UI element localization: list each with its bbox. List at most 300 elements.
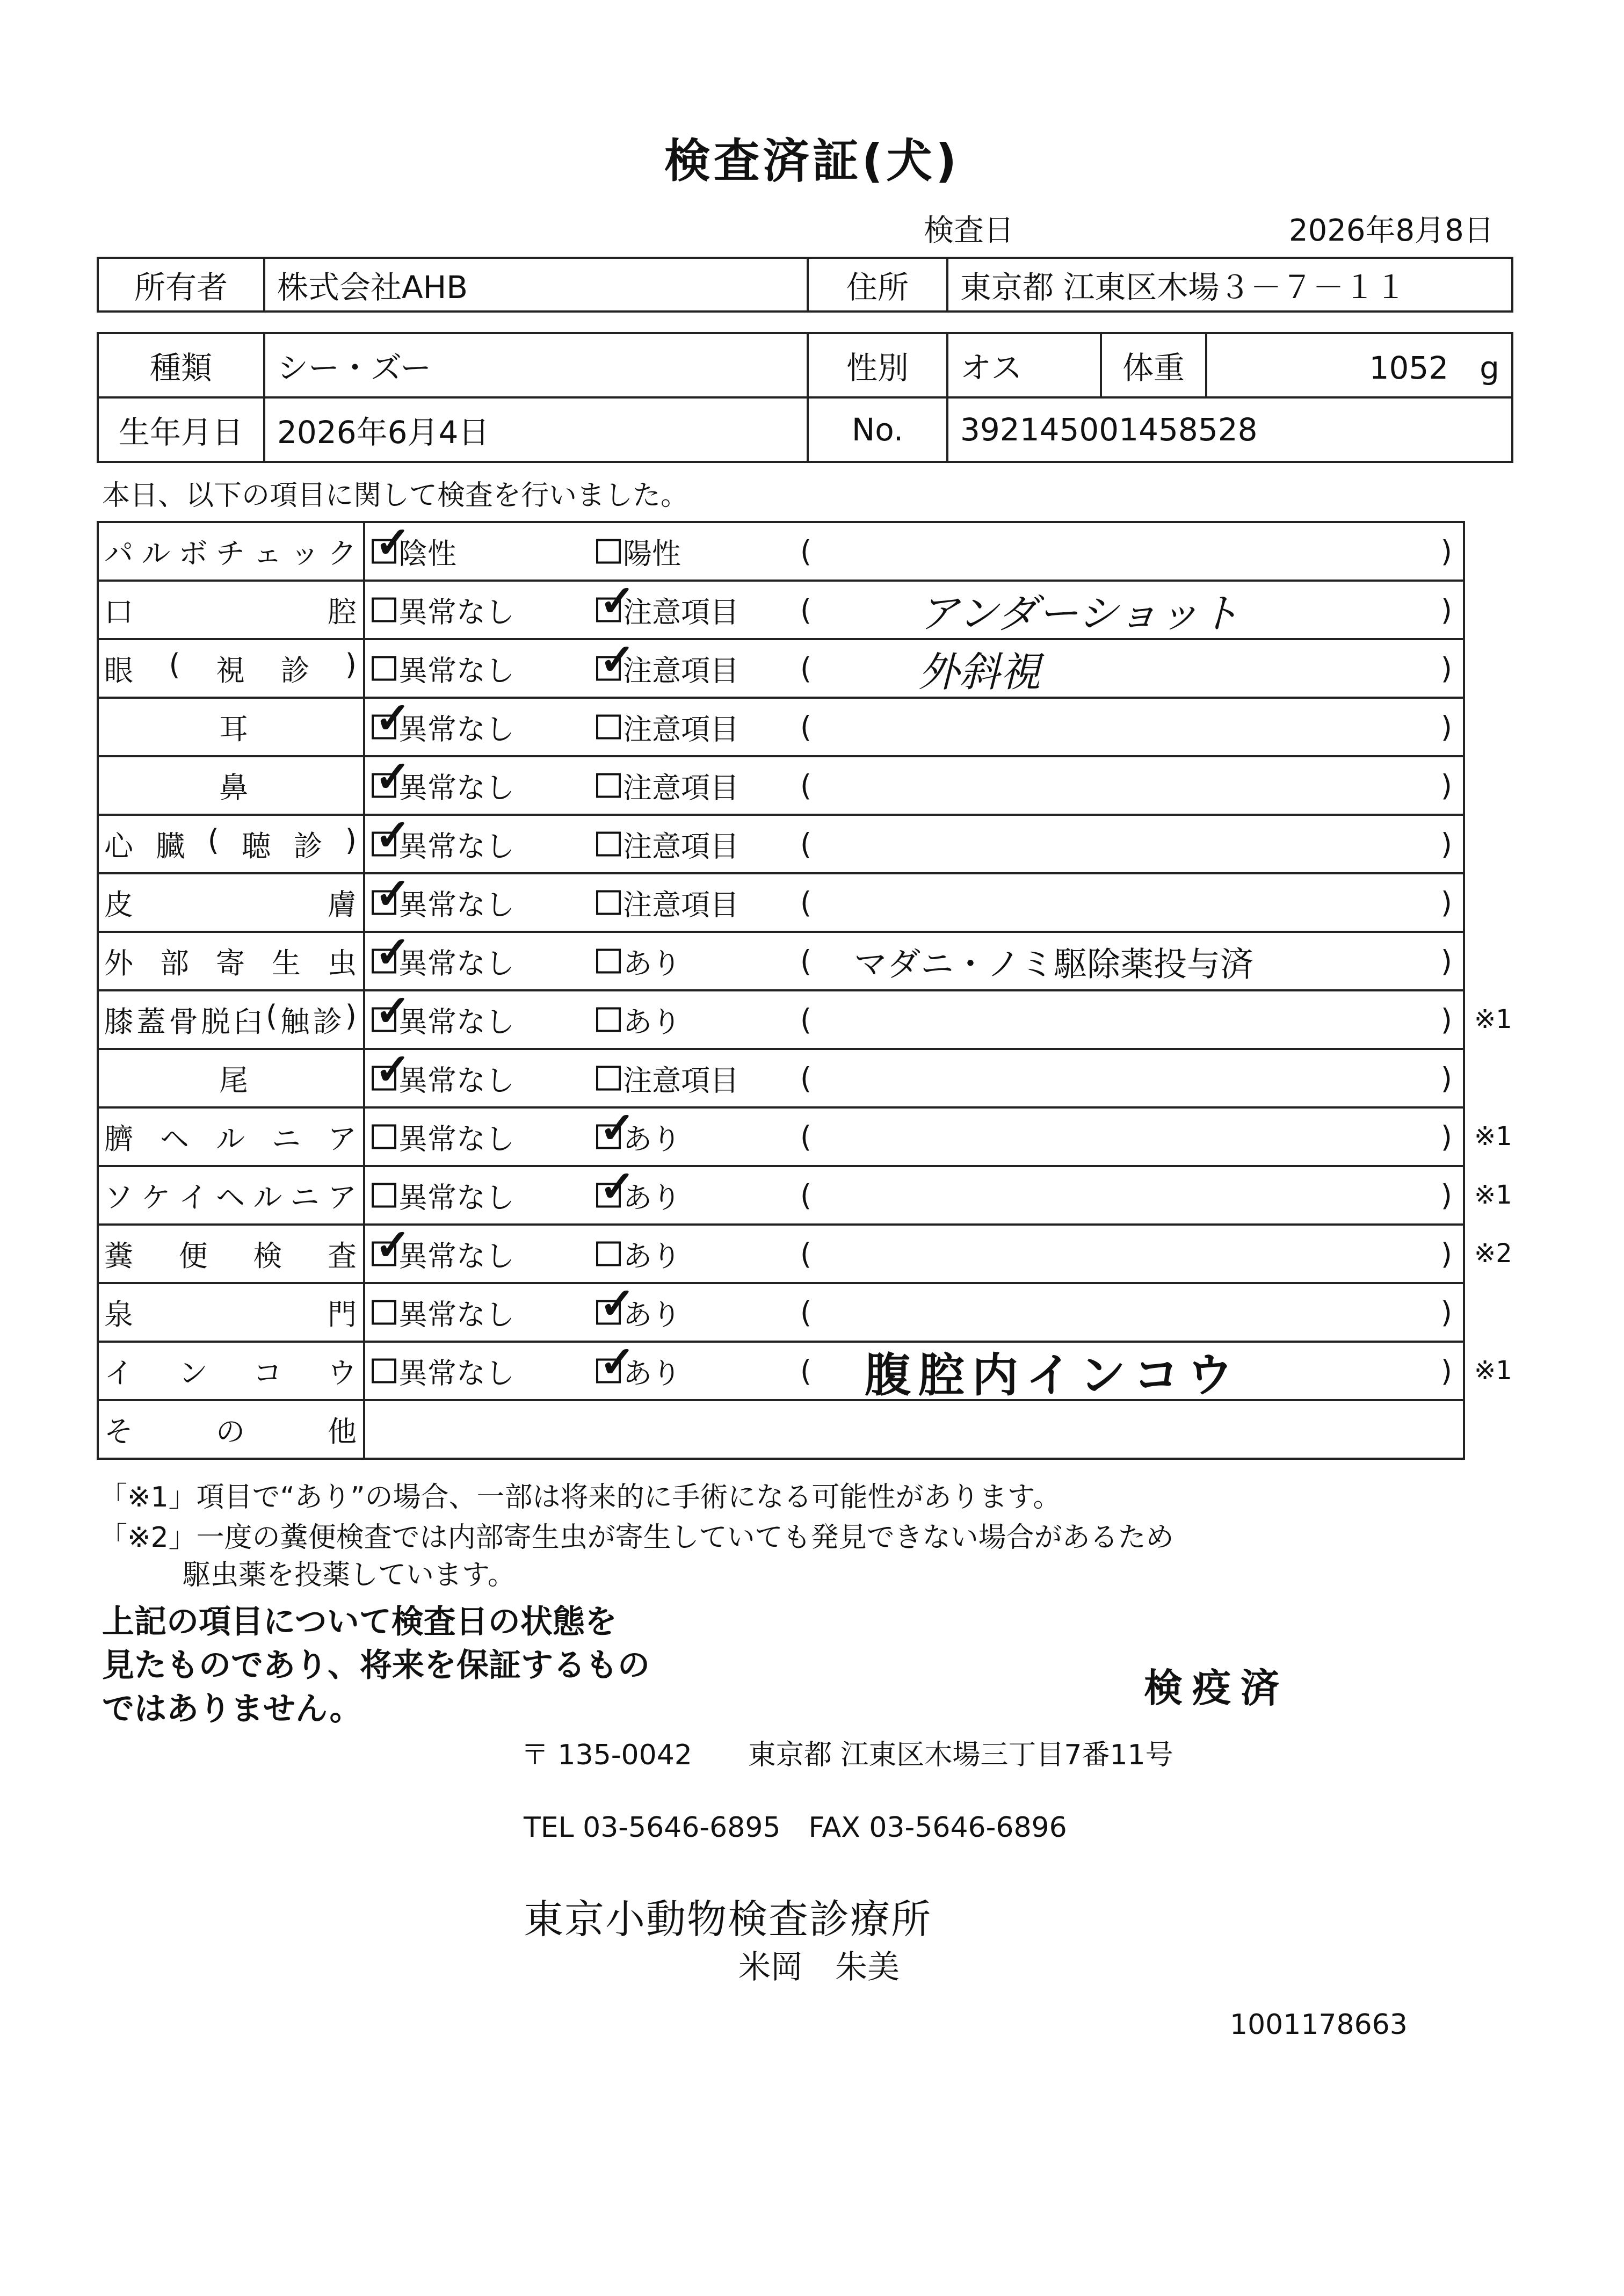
open-paren: ( [800,827,812,861]
option-2[interactable] [596,581,739,631]
row-label-char: 膚 [328,888,357,922]
row-label-char: パ [104,537,133,570]
birth-label: 生年月日 [98,397,264,462]
row-label-char: 聴 [242,829,271,863]
row-label-char: 診 [313,1005,342,1039]
row-options [364,1049,1464,1107]
checkbox[interactable] [596,1008,621,1032]
document-number: 1001178663 [1230,2009,1408,2041]
close-paren: ) [1440,651,1452,685]
inspection-date-label: 検査日 [924,213,1014,248]
row-label-char: ボ [178,537,208,570]
option-1[interactable] [372,815,514,865]
row-label [98,1049,364,1107]
option-1[interactable] [372,1049,514,1099]
row-options [364,1166,1464,1225]
checkbox[interactable] [372,598,396,622]
checkbox[interactable] [596,715,621,740]
row-note: マダニ・ノミ駆除薬投与済 [854,944,1254,983]
weight-value: 1052 g [1206,333,1512,397]
option-2-label: 陽性 [623,537,681,570]
open-paren: ( [800,1295,812,1329]
row-label-char: 腔 [328,595,357,629]
row-label [98,639,364,698]
row-label-text [104,882,363,923]
row-options [364,1225,1464,1283]
option-1[interactable] [372,756,514,806]
row-label-char: 心 [104,829,133,863]
row-label-char: ニ [272,1122,301,1156]
checkbox[interactable] [372,656,396,681]
checkbox[interactable] [372,698,411,743]
address-value: 東京都 江東区木場３－７－１１ [947,258,1512,312]
row-label-char: 部 [160,946,189,980]
close-paren: ) [1440,1295,1452,1329]
row-label-char: 査 [327,1239,357,1273]
open-paren: ( [800,886,812,919]
option-2-label: あり [623,1239,681,1273]
option-1[interactable] [372,1350,514,1392]
open-paren: ( [800,944,812,978]
row-label [98,932,364,990]
row-label-text [104,589,363,631]
row-label-text [104,531,363,572]
row-label-text [104,1350,363,1392]
row-label-char: ニ [290,1180,320,1214]
row-label-char: 虫 [328,946,357,980]
intro-text: 本日、以下の項目に関して検査を行いました。 [102,480,689,512]
option-1-label: 陰性 [398,537,456,570]
row-note: アンダーショット [918,589,1240,637]
row-label-text [104,1292,363,1333]
checklist-row [98,1283,1464,1342]
checkmark-icon: ✓ [599,1283,636,1329]
document-title: 検査済証(犬) [664,134,960,188]
checkbox[interactable] [372,756,411,802]
close-paren: ) [1440,534,1452,568]
row-label [98,990,364,1049]
row-label-char: 泉 [104,1298,133,1331]
row-label-char: ) [345,823,357,857]
row-note: 外斜視 [918,648,1041,696]
checklist-row [98,873,1464,932]
option-2-label: 注意項目 [623,829,739,863]
row-label-char: ッ [290,537,320,570]
row-label-char: ( [266,999,278,1033]
option-2[interactable] [596,1342,681,1392]
checkmark-icon: ✓ [375,1225,411,1270]
close-paren: ) [1440,1237,1452,1271]
row-label [98,1225,364,1283]
row-label-text [104,999,363,1040]
option-2-label: あり [623,1356,681,1390]
row-label-char: 耳 [219,712,248,746]
close-paren: ) [1440,944,1452,978]
open-paren: ( [800,769,812,802]
open-paren: ( [800,1178,812,1212]
option-1-label: 異常なし [398,595,514,629]
disclaimer [102,1600,650,1731]
row-label-text [104,706,363,748]
option-1[interactable] [372,698,514,748]
open-paren: ( [800,651,812,685]
open-paren: ( [800,1354,812,1388]
checkmark-icon: ✓ [375,815,411,860]
option-2[interactable] [596,882,739,923]
checkbox[interactable] [596,890,621,915]
row-label-char: ( [207,823,219,857]
row-label [98,1107,364,1166]
checkbox[interactable] [372,990,411,1036]
option-1-label: 異常なし [398,829,514,863]
option-2-label: 注意項目 [623,654,739,687]
checkbox[interactable] [372,1125,396,1149]
row-label-char: 蓋 [136,1005,166,1039]
option-1-label: 異常なし [398,712,514,746]
option-1[interactable] [372,1292,514,1333]
row-options [364,756,1464,815]
option-1-label: 異常なし [398,1239,514,1273]
row-label-char: 臼 [233,1005,263,1039]
footnote-mark: ※1 [1474,1180,1512,1210]
checkmark-icon: ✓ [375,990,411,1036]
row-note: 腹腔内インコウ [865,1348,1241,1400]
other-value[interactable] [364,1400,1464,1459]
row-label-char: 診 [280,654,310,687]
checkbox[interactable] [596,832,621,857]
option-2-label: あり [623,946,681,980]
close-paren: ) [1440,769,1452,802]
option-2[interactable] [596,999,681,1040]
checkbox[interactable] [372,522,411,568]
row-label-char: イ [178,1180,208,1214]
option-1-label: 異常なし [398,946,514,980]
row-label-char: ケ [141,1180,171,1214]
pet-table [97,332,1513,463]
close-paren: ) [1440,827,1452,861]
row-label [98,1166,364,1225]
checklist-row [98,698,1464,756]
option-2[interactable] [596,765,739,806]
number-value: 392145001458528 [947,397,1512,462]
option-1-label: 異常なし [398,1356,514,1390]
footnote-1: 「※1」項目で“あり”の場合、一部は将来的に手術になる可能性があります。 [99,1481,1061,1513]
row-label-char: 門 [328,1298,357,1331]
row-options [364,581,1464,639]
option-1-label: 異常なし [398,1298,514,1331]
row-label-text [104,1116,363,1157]
open-paren: ( [800,534,812,568]
checklist-row [98,1166,1464,1225]
row-label-char: ヘ [160,1122,189,1156]
option-1[interactable] [372,589,514,631]
row-label-char: ア [327,1180,357,1214]
checkbox[interactable] [372,932,411,977]
row-label-text [104,1233,363,1274]
checkbox[interactable] [596,539,621,564]
checkmark-icon: ✓ [599,1166,636,1212]
option-2-label: あり [623,1122,681,1156]
checkmark-icon: ✓ [599,1342,636,1387]
option-2-label: あり [623,1005,681,1039]
row-label-char: ヘ [215,1180,245,1214]
quarantine-stamp: 検疫済 [1144,1665,1289,1711]
open-paren: ( [800,1120,812,1154]
checkmark-icon: ✓ [375,873,411,919]
checkmark-icon: ✓ [375,756,411,802]
sex-label: 性別 [808,333,947,397]
checklist-row [98,932,1464,990]
row-options [364,932,1464,990]
row-label-char: ン [178,1356,208,1390]
option-1[interactable] [372,1175,514,1216]
close-paren: ) [1440,593,1452,627]
row-label-text [104,1175,363,1216]
open-paren: ( [800,1061,812,1095]
checklist-row-other [98,1400,1464,1459]
checkbox[interactable] [596,1066,621,1091]
row-options [364,873,1464,932]
row-label-char: 皮 [104,888,133,922]
close-paren: ) [1440,1354,1452,1388]
row-label-char: ウ [327,1356,357,1390]
checkbox[interactable] [596,1283,636,1329]
option-1-label: 異常なし [398,888,514,922]
row-label-char: ) [345,648,357,682]
address-label: 住所 [808,258,947,312]
row-label-text [104,940,363,982]
option-1-label: 異常なし [398,1180,514,1214]
row-label-char: ソ [104,1180,133,1214]
row-label-char: ク [327,537,357,570]
row-label-char: そ [104,1415,133,1448]
close-paren: ) [1440,1003,1452,1037]
option-2-label: あり [623,1298,681,1331]
row-options [364,990,1464,1049]
option-1-label: 異常なし [398,771,514,805]
row-label-char: 脱 [201,1005,230,1039]
owner-value: 株式会社AHB [264,258,808,312]
checklist-row [98,815,1464,873]
row-label-char: 診 [293,829,323,863]
doctor-name: 米岡 朱美 [738,1949,900,1986]
checkmark-icon: ✓ [599,581,636,626]
checklist-row [98,581,1464,639]
option-1[interactable] [372,522,456,572]
row-label-char: 膝 [104,1005,133,1039]
checkbox[interactable] [596,773,621,798]
row-label-char: 眼 [104,654,133,687]
disclaimer-line: 見たものであり、将来を保証するもの [102,1647,650,1684]
row-label-char: 糞 [104,1239,133,1273]
row-label [98,756,364,815]
checklist-row [98,639,1464,698]
row-label-char: ) [345,999,357,1033]
row-options [364,1283,1464,1342]
row-label-char: 他 [328,1415,357,1448]
option-1[interactable] [372,990,514,1040]
row-label-char: 口 [104,595,133,629]
option-1[interactable] [372,648,514,689]
row-label-text [104,1058,363,1099]
row-options [364,1107,1464,1166]
disclaimer-line: 上記の項目について検査日の状態を [102,1603,617,1641]
row-label-char: 生 [272,946,301,980]
checkmark-icon: ✓ [375,522,411,568]
row-label [98,815,364,873]
row-label-char: チ [215,537,245,570]
number-label: No. [808,397,947,462]
row-label-char: コ [253,1356,282,1390]
owner-table [97,257,1513,313]
row-label [98,873,364,932]
clinic-name: 東京小動物検査診療所 [524,1896,932,1943]
row-options [364,1342,1464,1400]
row-label-char: ( [169,648,180,682]
option-2-label: 注意項目 [623,1063,739,1097]
option-1[interactable] [372,1116,514,1157]
checkmark-icon: ✓ [375,1049,411,1095]
checkbox[interactable] [596,581,636,626]
checklist-row [98,1342,1464,1400]
option-2[interactable] [596,1166,681,1216]
footnote-2: 「※2」一度の糞便検査では内部寄生虫が寄生していても発見できない場合があるため [99,1522,1174,1554]
checkbox[interactable] [372,1225,411,1270]
row-label-char: 検 [253,1239,282,1273]
close-paren: ) [1440,710,1452,744]
checkbox[interactable] [596,949,621,974]
row-label-char: ル [141,537,171,570]
option-2[interactable] [596,706,739,748]
checklist-row [98,1107,1464,1166]
row-label-char: ェ [253,537,282,570]
row-label-char: イ [104,1356,133,1390]
option-2[interactable] [596,639,739,689]
row-label-char: の [216,1415,245,1448]
row-label-char: 臓 [156,829,185,863]
checkbox[interactable] [596,639,636,685]
checkbox[interactable] [372,1359,396,1384]
option-2[interactable] [596,1233,681,1274]
row-label-char: 尾 [219,1063,248,1097]
row-label [98,1283,364,1342]
row-label-char: 寄 [216,946,245,980]
footnote-mark: ※1 [1474,1121,1512,1151]
row-label-char: 鼻 [219,771,248,805]
checkbox[interactable] [372,815,411,860]
row-label-char: 骨 [169,1005,198,1039]
option-1[interactable] [372,873,514,923]
checkbox[interactable] [372,1049,411,1095]
checklist-row [98,756,1464,815]
checkbox[interactable] [596,1166,636,1212]
owner-label: 所有者 [98,258,264,312]
checklist-row [98,990,1464,1049]
row-options [364,639,1464,698]
breed-label: 種類 [98,333,264,397]
close-paren: ) [1440,1178,1452,1212]
weight-label: 体重 [1101,333,1206,397]
option-2-label: 注意項目 [623,888,739,922]
row-label [98,581,364,639]
row-label-char: 視 [215,654,245,687]
row-options [364,815,1464,873]
checkmark-icon: ✓ [375,698,411,743]
open-paren: ( [800,710,812,744]
footnote-mark: ※1 [1474,1004,1512,1034]
open-paren: ( [800,1003,812,1037]
row-label-char: 便 [178,1239,208,1273]
option-1-label: 異常なし [398,1005,514,1039]
option-2[interactable] [596,1283,681,1333]
row-options [364,522,1464,581]
row-label-text [104,823,363,865]
open-paren: ( [800,1237,812,1271]
exam-checklist [97,521,1465,1460]
option-2[interactable] [596,1058,739,1099]
breed-value: シー・ズー [264,333,808,397]
row-label-char: 外 [104,946,133,980]
row-label [98,1342,364,1400]
option-2-label: 注意項目 [623,595,739,629]
option-2[interactable] [596,531,681,572]
checkbox[interactable] [596,1107,636,1153]
option-1-label: 異常なし [398,1063,514,1097]
birth-value: 2026年6月4日 [264,397,808,462]
option-1-label: 異常なし [398,1122,514,1156]
checkbox[interactable] [596,1342,636,1387]
clinic-phone: TEL 03-5646-6895 FAX 03-5646-6896 [524,1812,1067,1844]
other-label-text [104,1409,363,1450]
clinic-address: 〒 135-0042 東京都 江東区木場三丁目7番11号 [521,1739,1173,1771]
checklist-row [98,1225,1464,1283]
row-options [364,698,1464,756]
option-1[interactable] [372,932,514,982]
checkbox[interactable] [372,1183,396,1208]
option-2[interactable] [596,823,739,865]
option-1[interactable] [372,1225,514,1274]
row-label-text [104,648,363,689]
open-paren: ( [800,593,812,627]
checkmark-icon: ✓ [375,932,411,977]
option-2[interactable] [596,1107,681,1157]
close-paren: ) [1440,1120,1452,1154]
checkbox[interactable] [372,1300,396,1325]
footnote-mark: ※1 [1474,1356,1512,1386]
checklist-row [98,1049,1464,1107]
row-label-char: 臍 [104,1122,133,1156]
row-label [98,522,364,581]
row-label-char: 触 [280,1005,310,1039]
option-1-label: 異常なし [398,654,514,687]
disclaimer-line: ではありません。 [102,1690,362,1728]
checkmark-icon: ✓ [599,639,636,685]
footnote-2-cont: 駆虫薬を投薬しています。 [183,1559,516,1591]
checkmark-icon: ✓ [599,1107,636,1153]
row-label [98,698,364,756]
checklist-row [98,522,1464,581]
sex-value: オス [947,333,1101,397]
option-2[interactable] [596,940,681,982]
option-2-label: 注意項目 [623,712,739,746]
checkbox[interactable] [596,1242,621,1266]
checkbox[interactable] [372,873,411,919]
inspection-date: 2026年8月8日 [1289,213,1494,248]
row-label-char: ア [328,1122,357,1156]
close-paren: ) [1440,1061,1452,1095]
footnote-mark: ※2 [1474,1238,1512,1269]
row-label-text [104,765,363,806]
